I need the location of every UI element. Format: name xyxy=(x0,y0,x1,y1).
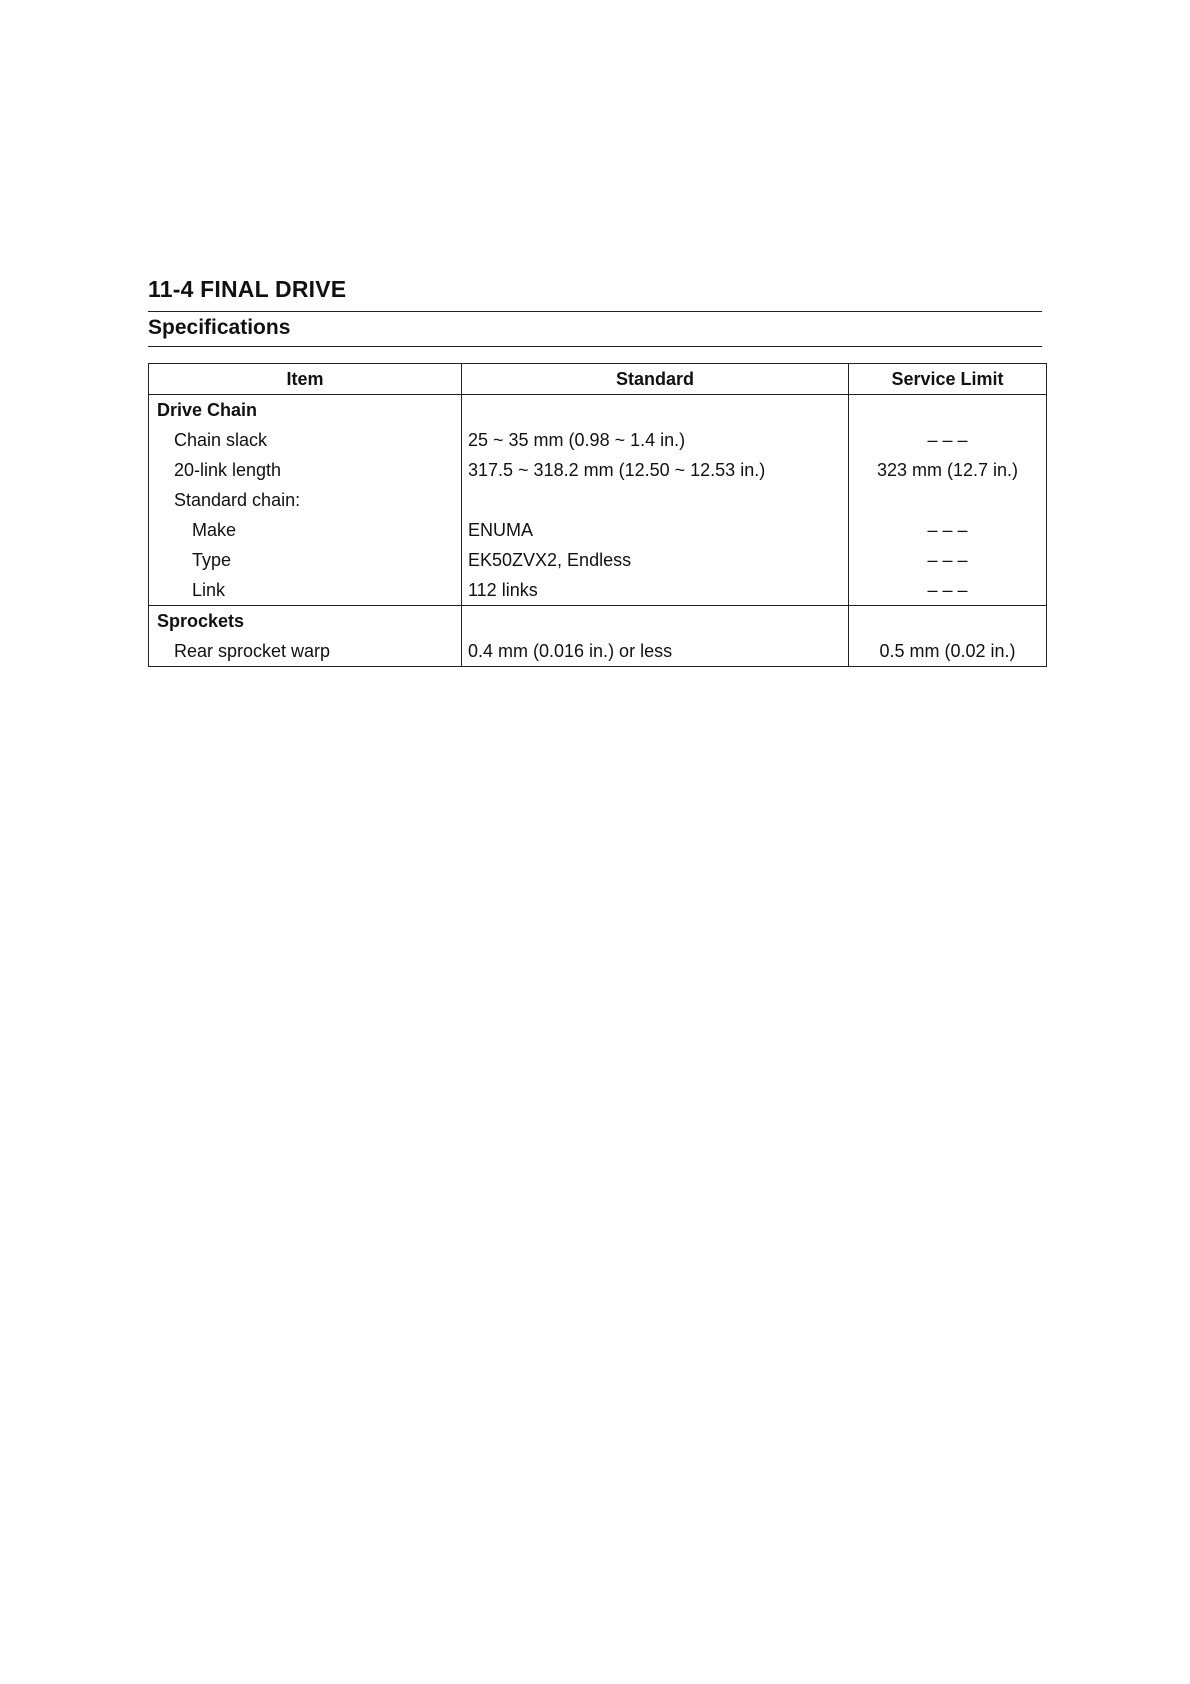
section-title: Specifications xyxy=(148,316,291,339)
group-title: Drive Chain xyxy=(149,395,462,426)
row-limit xyxy=(849,485,1047,515)
header-item: Item xyxy=(149,364,462,395)
row-item: Chain slack xyxy=(149,425,462,455)
heading-rule xyxy=(148,311,1042,312)
group-row-drive-chain xyxy=(149,395,1047,426)
table-row xyxy=(149,425,1047,455)
header-standard: Standard xyxy=(462,364,849,395)
group-title: Sprockets xyxy=(149,606,462,637)
row-standard xyxy=(462,485,849,515)
specifications-table xyxy=(148,363,1047,667)
row-standard: 112 links xyxy=(462,575,849,606)
table-row xyxy=(149,515,1047,545)
header-service-limit: Service Limit xyxy=(849,364,1047,395)
row-limit: – – – xyxy=(849,515,1047,545)
row-item: 20-link length xyxy=(149,455,462,485)
row-limit: – – – xyxy=(849,545,1047,575)
table-row xyxy=(149,455,1047,485)
row-item: Rear sprocket warp xyxy=(149,636,462,667)
row-standard: 0.4 mm (0.016 in.) or less xyxy=(462,636,849,667)
table-row xyxy=(149,636,1047,667)
group-row-sprockets xyxy=(149,606,1047,637)
row-limit: – – – xyxy=(849,425,1047,455)
row-limit: 323 mm (12.7 in.) xyxy=(849,455,1047,485)
row-limit: – – – xyxy=(849,575,1047,606)
row-standard: 25 ~ 35 mm (0.98 ~ 1.4 in.) xyxy=(462,425,849,455)
table-row xyxy=(149,545,1047,575)
row-item: Standard chain: xyxy=(149,485,462,515)
row-item: Type xyxy=(149,545,462,575)
section-rule xyxy=(148,346,1042,347)
row-limit: 0.5 mm (0.02 in.) xyxy=(849,636,1047,667)
table-header-row xyxy=(149,364,1047,395)
row-item: Link xyxy=(149,575,462,606)
row-item: Make xyxy=(149,515,462,545)
row-standard: ENUMA xyxy=(462,515,849,545)
row-standard: 317.5 ~ 318.2 mm (12.50 ~ 12.53 in.) xyxy=(462,455,849,485)
page-heading: 11-4 FINAL DRIVE xyxy=(148,276,347,302)
table-row xyxy=(149,575,1047,606)
table-row xyxy=(149,485,1047,515)
row-standard: EK50ZVX2, Endless xyxy=(462,545,849,575)
